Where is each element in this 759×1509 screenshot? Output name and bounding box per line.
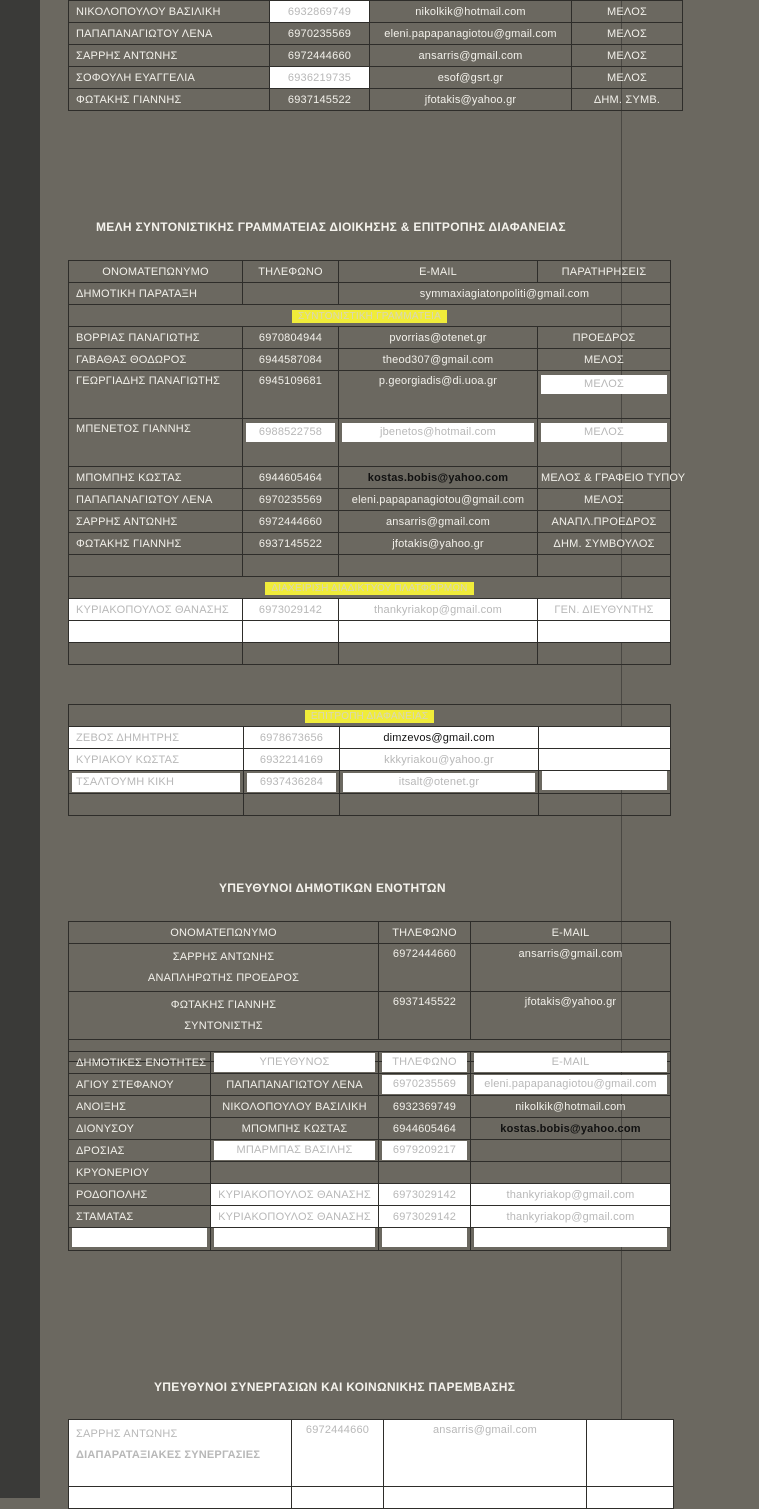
member-role: ΜΕΛΟΣ xyxy=(538,349,671,371)
table-row xyxy=(69,992,671,1040)
unit-name: ΔΙΟΝΥΣΟΥ xyxy=(69,1118,211,1140)
group-row xyxy=(69,705,671,727)
member-role: ΜΕΛΟΣ xyxy=(538,489,671,511)
member-email: ansarris@gmail.com xyxy=(339,511,538,533)
member-role-cell xyxy=(538,371,671,419)
header-phone: ΤΗΛΕΦΩΝΟ xyxy=(243,261,339,283)
transparency-table xyxy=(68,704,671,816)
unit-email: kostas.bobis@yahoo.com xyxy=(471,1118,671,1140)
member-role: ΜΕΛΟΣ xyxy=(541,423,667,442)
empty-row xyxy=(69,555,671,577)
coop-name: ΣΑΡΡΗΣ ΑΝΤΩΝΗΣ xyxy=(76,1428,178,1440)
empty-row xyxy=(69,643,671,665)
member-name: ΜΠΕΝΕΤΟΣ ΓΙΑΝΝΗΣ xyxy=(69,419,243,467)
leader-name-cell xyxy=(69,992,379,1040)
table-header-row xyxy=(69,1052,671,1074)
coop-role: ΔΙΑΠΑΡΑΤΑΞΙΑΚΕΣ ΣΥΝΕΡΓΑΣΙΕΣ xyxy=(76,1449,261,1461)
leader-name: ΦΩΤΑΚΗΣ ΓΙΑΝΝΗΣ xyxy=(170,998,277,1011)
unit-phone-cell xyxy=(379,1140,471,1162)
member-role: ΜΕΛΟΣ xyxy=(572,1,683,23)
table-row xyxy=(69,1074,671,1096)
unit-name: ΚΡΥΟΝΕΡΙΟΥ xyxy=(69,1162,211,1184)
member-phone: 6944605464 xyxy=(243,467,339,489)
member-phone: 6944587084 xyxy=(243,349,339,371)
unit-name: ΔΡΟΣΙΑΣ xyxy=(69,1140,211,1162)
unit-person: ΚΥΡΙΑΚΟΠΟΥΛΟΣ ΘΑΝΑΣΗΣ xyxy=(211,1184,379,1206)
member-role: ΑΝΑΠΛ.ΠΡΟΕΔΡΟΣ xyxy=(538,511,671,533)
unit-phone: 6979209217 xyxy=(382,1141,467,1160)
member-name: ΦΩΤΑΚΗΣ ΓΙΑΝΝΗΣ xyxy=(69,89,270,111)
table-row xyxy=(69,1,683,23)
table-row xyxy=(69,599,671,621)
member-phone: 6932214169 xyxy=(244,749,340,771)
member-phone-cell xyxy=(243,419,339,467)
empty-cell xyxy=(339,621,538,643)
leader-name-cell xyxy=(69,944,379,992)
table-row xyxy=(69,511,671,533)
member-name: ΖΕΒΟΣ ΔΗΜΗΤΡΗΣ xyxy=(69,727,244,749)
unit-phone: 6944605464 xyxy=(379,1118,471,1140)
member-name: ΣΑΡΡΗΣ ΑΝΤΩΝΗΣ xyxy=(69,511,243,533)
unit-person: ΠΑΠΑΠΑΝΑΓΙΩΤΟΥ ΛΕΝΑ xyxy=(211,1074,379,1096)
unit-email: eleni.papapanagiotou@gmail.com xyxy=(474,1075,667,1094)
table-row xyxy=(69,67,683,89)
unit-name: ΑΝΟΙΞΗΣ xyxy=(69,1096,211,1118)
empty-cell xyxy=(243,555,339,577)
header-person-cell xyxy=(211,1052,379,1074)
unit-email xyxy=(471,1140,671,1162)
empty-cell xyxy=(69,643,243,665)
member-phone: 6972444660 xyxy=(270,45,370,67)
table-row xyxy=(69,371,671,419)
member-email: esof@gsrt.gr xyxy=(370,67,572,89)
table-row xyxy=(69,771,671,794)
unit-phone: 6973029142 xyxy=(379,1206,471,1228)
member-phone: 6970804944 xyxy=(243,327,339,349)
table-row xyxy=(69,489,671,511)
empty-box xyxy=(382,1228,467,1247)
empty-cell xyxy=(339,643,538,665)
member-email-cell xyxy=(339,419,538,467)
table-header-row xyxy=(69,922,671,944)
member-phone: 6937436284 xyxy=(247,773,336,792)
cooperations-table xyxy=(68,1419,674,1509)
empty-cell xyxy=(539,727,671,749)
member-phone-cell xyxy=(244,771,340,794)
unit-email: nikolkik@hotmail.com xyxy=(471,1096,671,1118)
manager-role: ΓΕΝ. ΔΙΕΥΘΥΝΤΗΣ xyxy=(538,599,671,621)
table-row xyxy=(69,533,671,555)
table-row xyxy=(69,283,671,305)
leader-phone: 6972444660 xyxy=(379,944,471,992)
member-email: pvorrias@otenet.gr xyxy=(339,327,538,349)
table-header-row xyxy=(69,261,671,283)
unit-email xyxy=(471,1162,671,1184)
header-phone-cell xyxy=(379,1052,471,1074)
table-row xyxy=(69,944,671,992)
member-email: kkkyriakou@yahoo.gr xyxy=(340,749,539,771)
empty-box xyxy=(474,1228,667,1247)
group-heading: ΔΙΑΧΕΙΡΙΣΗ ΔΙΑΔΙΚΤΥΟΥ ΠΛΑΤΦΟΡΜΩΝ xyxy=(265,582,473,595)
unit-phone-cell xyxy=(379,1074,471,1096)
member-email: itsalt@otenet.gr xyxy=(343,773,535,792)
member-email: ansarris@gmail.com xyxy=(370,45,572,67)
empty-cell xyxy=(384,1487,587,1509)
member-name: ΒΟΡΡΙΑΣ ΠΑΝΑΓΙΩΤΗΣ xyxy=(69,327,243,349)
party-label: ΔΗΜΟΤΙΚΗ ΠΑΡΑΤΑΞΗ xyxy=(69,283,243,305)
unit-person: ΚΥΡΙΑΚΟΠΟΥΛΟΣ ΘΑΝΑΣΗΣ xyxy=(211,1206,379,1228)
unit-person: ΜΠΟΜΠΗΣ ΚΩΣΤΑΣ xyxy=(211,1118,379,1140)
table-row xyxy=(69,349,671,371)
header-notes: ΠΑΡΑΤΗΡΗΣΕΙΣ xyxy=(538,261,671,283)
table-row xyxy=(69,727,671,749)
member-name: ΠΑΠΑΠΑΝΑΓΙΩΤΟΥ ΛΕΝΑ xyxy=(69,489,243,511)
header-email: E-MAIL xyxy=(474,1053,667,1072)
member-name: ΣΟΦΟΥΛΗ ΕΥΑΓΓΕΛΙΑ xyxy=(69,67,270,89)
group-heading-cell xyxy=(69,305,671,327)
member-role: ΠΡΟΕΔΡΟΣ xyxy=(538,327,671,349)
empty-cell xyxy=(587,1487,674,1509)
member-email: p.georgiadis@di.uoa.gr xyxy=(339,371,538,419)
leader-phone: 6937145522 xyxy=(379,992,471,1040)
member-role: ΜΕΛΟΣ & ΓΡΑΦΕΙΟ ΤΥΠΟΥ xyxy=(538,467,671,489)
member-phone: 6970235569 xyxy=(270,23,370,45)
member-role: ΜΕΛΟΣ xyxy=(572,45,683,67)
table-row xyxy=(69,1096,671,1118)
table-row xyxy=(69,45,683,67)
group-heading-cell xyxy=(69,577,671,599)
unit-email-cell xyxy=(471,1074,671,1096)
section-title-units: ΥΠΕΥΘΥΝΟΙ ΔΗΜΟΤΙΚΩΝ ΕΝΟΤΗΤΩΝ xyxy=(219,881,446,895)
empty-cell xyxy=(538,555,671,577)
member-phone: 6937145522 xyxy=(270,89,370,111)
member-phone: 6937145522 xyxy=(243,533,339,555)
manager-phone: 6973029142 xyxy=(243,599,339,621)
empty-cell xyxy=(243,643,339,665)
header-email: E-MAIL xyxy=(339,261,538,283)
member-name: ΠΑΠΑΠΑΝΑΓΙΩΤΟΥ ΛΕΝΑ xyxy=(69,23,270,45)
empty-cell xyxy=(379,1228,471,1251)
member-email: jfotakis@yahoo.gr xyxy=(370,89,572,111)
group-row xyxy=(69,305,671,327)
table-row xyxy=(69,23,683,45)
member-name: ΦΩΤΑΚΗΣ ΓΙΑΝΝΗΣ xyxy=(69,533,243,555)
header-name: ΟΝΟΜΑΤΕΠΩΝΥΜΟ xyxy=(69,261,243,283)
member-name-cell xyxy=(69,771,244,794)
empty-cell xyxy=(243,621,339,643)
unit-email: thankyriakop@gmail.com xyxy=(471,1206,671,1228)
empty-cell xyxy=(471,1228,671,1251)
member-phone: 6970235569 xyxy=(243,489,339,511)
member-email: jfotakis@yahoo.gr xyxy=(339,533,538,555)
empty-cell xyxy=(539,771,671,794)
empty-cell xyxy=(539,749,671,771)
header-person: ΥΠΕΥΘΥΝΟΣ xyxy=(214,1053,375,1072)
party-email: symmaxiagiatonpoliti@gmail.com xyxy=(339,283,671,305)
group-heading: ΕΠΙΤΡΟΠΗ ΔΙΑΦΑΝΕΙΑΣ xyxy=(305,710,434,723)
table-row xyxy=(69,1162,671,1184)
header-phone: ΤΗΛΕΦΩΝΟ xyxy=(379,922,471,944)
unit-leaders-table xyxy=(68,921,671,1062)
group-heading-cell xyxy=(69,705,671,727)
empty-cell xyxy=(69,1487,292,1509)
empty-cell xyxy=(244,794,340,816)
members-table-top xyxy=(68,0,683,111)
empty-row xyxy=(69,1487,674,1509)
unit-name: ΣΤΑΜΑΤΑΣ xyxy=(69,1206,211,1228)
member-email: dimzevos@gmail.com xyxy=(340,727,539,749)
header-units: ΔΗΜΟΤΙΚΕΣ ΕΝΟΤΗΤΕΣ xyxy=(69,1052,211,1074)
member-email: theod307@gmail.com xyxy=(339,349,538,371)
table-row xyxy=(69,467,671,489)
member-name: ΝΙΚΟΛΟΠΟΥΛΟΥ ΒΑΣΙΛΙΚΗ xyxy=(69,1,270,23)
leader-name: ΣΑΡΡΗΣ ΑΝΤΩΝΗΣ xyxy=(172,950,275,963)
member-email: jbenetos@hotmail.com xyxy=(342,423,534,442)
empty-box xyxy=(72,1228,207,1247)
empty-row xyxy=(69,1228,671,1251)
member-name: ΚΥΡΙΑΚΟΥ ΚΩΣΤΑΣ xyxy=(69,749,244,771)
empty-cell xyxy=(340,794,539,816)
member-phone: 6978673656 xyxy=(244,727,340,749)
member-name: ΓΕΩΡΓΙΑΔΗΣ ΠΑΝΑΓΙΩΤΗΣ xyxy=(69,371,243,419)
empty-box xyxy=(214,1228,375,1247)
table-row xyxy=(69,327,671,349)
header-phone: ΤΗΛΕΦΩΝΟ xyxy=(382,1053,467,1072)
unit-phone: 6932369749 xyxy=(379,1096,471,1118)
empty-cell xyxy=(538,621,671,643)
table-row xyxy=(69,419,671,467)
header-email: E-MAIL xyxy=(471,922,671,944)
section-title-coordination: ΜΕΛΗ ΣΥΝΤΟΝΙΣΤΙΚΗΣ ΓΡΑΜΜΑΤΕΙΑΣ ΔΙΟΙΚΗΣΗΣ & ΕΠΙΤΡΟΠΗΣ ΔΙΑΦΑΝΕΙΑΣ xyxy=(96,220,566,234)
member-role-cell xyxy=(538,419,671,467)
member-phone: 6972444660 xyxy=(243,511,339,533)
coop-phone: 6972444660 xyxy=(292,1420,384,1487)
empty-cell xyxy=(69,794,244,816)
leader-role: ΑΝΑΠΛΗΡΩΤΗΣ ΠΡΟΕΔΡΟΣ xyxy=(147,971,300,984)
member-email: eleni.papapanagiotou@gmail.com xyxy=(339,489,538,511)
member-role: ΔΗΜ. ΣΥΜΒΟΥΛΟΣ xyxy=(538,533,671,555)
manager-name: ΚΥΡΙΑΚΟΠΟΥΛΟΣ ΘΑΝΑΣΗΣ xyxy=(69,599,243,621)
table-row xyxy=(69,1420,674,1487)
empty-box xyxy=(542,771,667,790)
section-title-cooperations: ΥΠΕΥΘΥΝΟΙ ΣΥΝΕΡΓΑΣΙΩΝ ΚΑΙ ΚΟΙΝΩΝΙΚΗΣ ΠΑΡΕΜΒΑΣΗΣ xyxy=(154,1380,516,1394)
table-row xyxy=(69,1118,671,1140)
member-role: ΜΕΛΟΣ xyxy=(572,23,683,45)
unit-person-cell xyxy=(211,1140,379,1162)
unit-person: ΝΙΚΟΛΟΠΟΥΛΟΥ ΒΑΣΙΛΙΚΗ xyxy=(211,1096,379,1118)
member-role: ΔΗΜ. ΣΥΜΒ. xyxy=(572,89,683,111)
unit-person xyxy=(211,1162,379,1184)
member-email: eleni.papapanagiotou@gmail.com xyxy=(370,23,572,45)
empty-cell xyxy=(587,1420,674,1487)
unit-name: ΑΓΙΟΥ ΣΤΕΦΑΝΟΥ xyxy=(69,1074,211,1096)
unit-name: ΡΟΔΟΠΟΛΗΣ xyxy=(69,1184,211,1206)
member-name: ΤΣΑΛΤΟΥΜΗ ΚΙΚΗ xyxy=(72,773,240,792)
empty-cell xyxy=(538,643,671,665)
empty-cell xyxy=(539,794,671,816)
member-phone: 6932869749 xyxy=(270,1,370,23)
unit-phone: 6973029142 xyxy=(379,1184,471,1206)
coop-name-cell xyxy=(69,1420,292,1487)
table-row xyxy=(69,1140,671,1162)
coop-email: ansarris@gmail.com xyxy=(384,1420,587,1487)
empty-cell xyxy=(69,1228,211,1251)
municipal-units-table xyxy=(68,1051,671,1251)
unit-phone: 6970235569 xyxy=(382,1075,467,1094)
member-email-cell xyxy=(340,771,539,794)
manager-email: thankyriakop@gmail.com xyxy=(339,599,538,621)
member-role: ΜΕΛΟΣ xyxy=(572,67,683,89)
header-email-cell xyxy=(471,1052,671,1074)
member-phone: 6936219735 xyxy=(270,67,370,89)
left-margin-bar xyxy=(0,0,40,1498)
unit-email: thankyriakop@gmail.com xyxy=(471,1184,671,1206)
table-row xyxy=(69,89,683,111)
coordination-table xyxy=(68,260,686,665)
empty-cell xyxy=(339,555,538,577)
member-role: ΜΕΛΟΣ xyxy=(541,375,667,394)
member-name: ΓΑΒΑΘΑΣ ΘΟΔΩΡΟΣ xyxy=(69,349,243,371)
empty-row xyxy=(69,794,671,816)
empty-cell xyxy=(69,621,243,643)
member-phone: 6988522758 xyxy=(246,423,335,442)
unit-phone xyxy=(379,1162,471,1184)
member-name: ΜΠΟΜΠΗΣ ΚΩΣΤΑΣ xyxy=(69,467,243,489)
header-name: ΟΝΟΜΑΤΕΠΩΝΥΜΟ xyxy=(69,922,379,944)
member-phone: 6945109681 xyxy=(243,371,339,419)
empty-cell xyxy=(211,1228,379,1251)
party-phone xyxy=(243,283,339,305)
member-email: kostas.bobis@yahoo.com xyxy=(339,467,538,489)
table-row xyxy=(69,1184,671,1206)
leader-email: jfotakis@yahoo.gr xyxy=(471,992,671,1040)
empty-cell xyxy=(292,1487,384,1509)
member-name: ΣΑΡΡΗΣ ΑΝΤΩΝΗΣ xyxy=(69,45,270,67)
table-row xyxy=(69,1206,671,1228)
empty-cell xyxy=(69,555,243,577)
leader-role: ΣΥΝΤΟΝΙΣΤΗΣ xyxy=(184,1019,263,1032)
member-email: nikolkik@hotmail.com xyxy=(370,1,572,23)
group-heading: ΣΥΝΤΟΝΙΣΤΙΚΗ ΓΡΑΜΜΑΤΕΙΑ xyxy=(292,310,447,323)
group-row xyxy=(69,577,671,599)
empty-row xyxy=(69,621,671,643)
table-row xyxy=(69,749,671,771)
leader-email: ansarris@gmail.com xyxy=(471,944,671,992)
unit-person: ΜΠΑΡΜΠΑΣ ΒΑΣΙΛΗΣ xyxy=(214,1141,375,1160)
